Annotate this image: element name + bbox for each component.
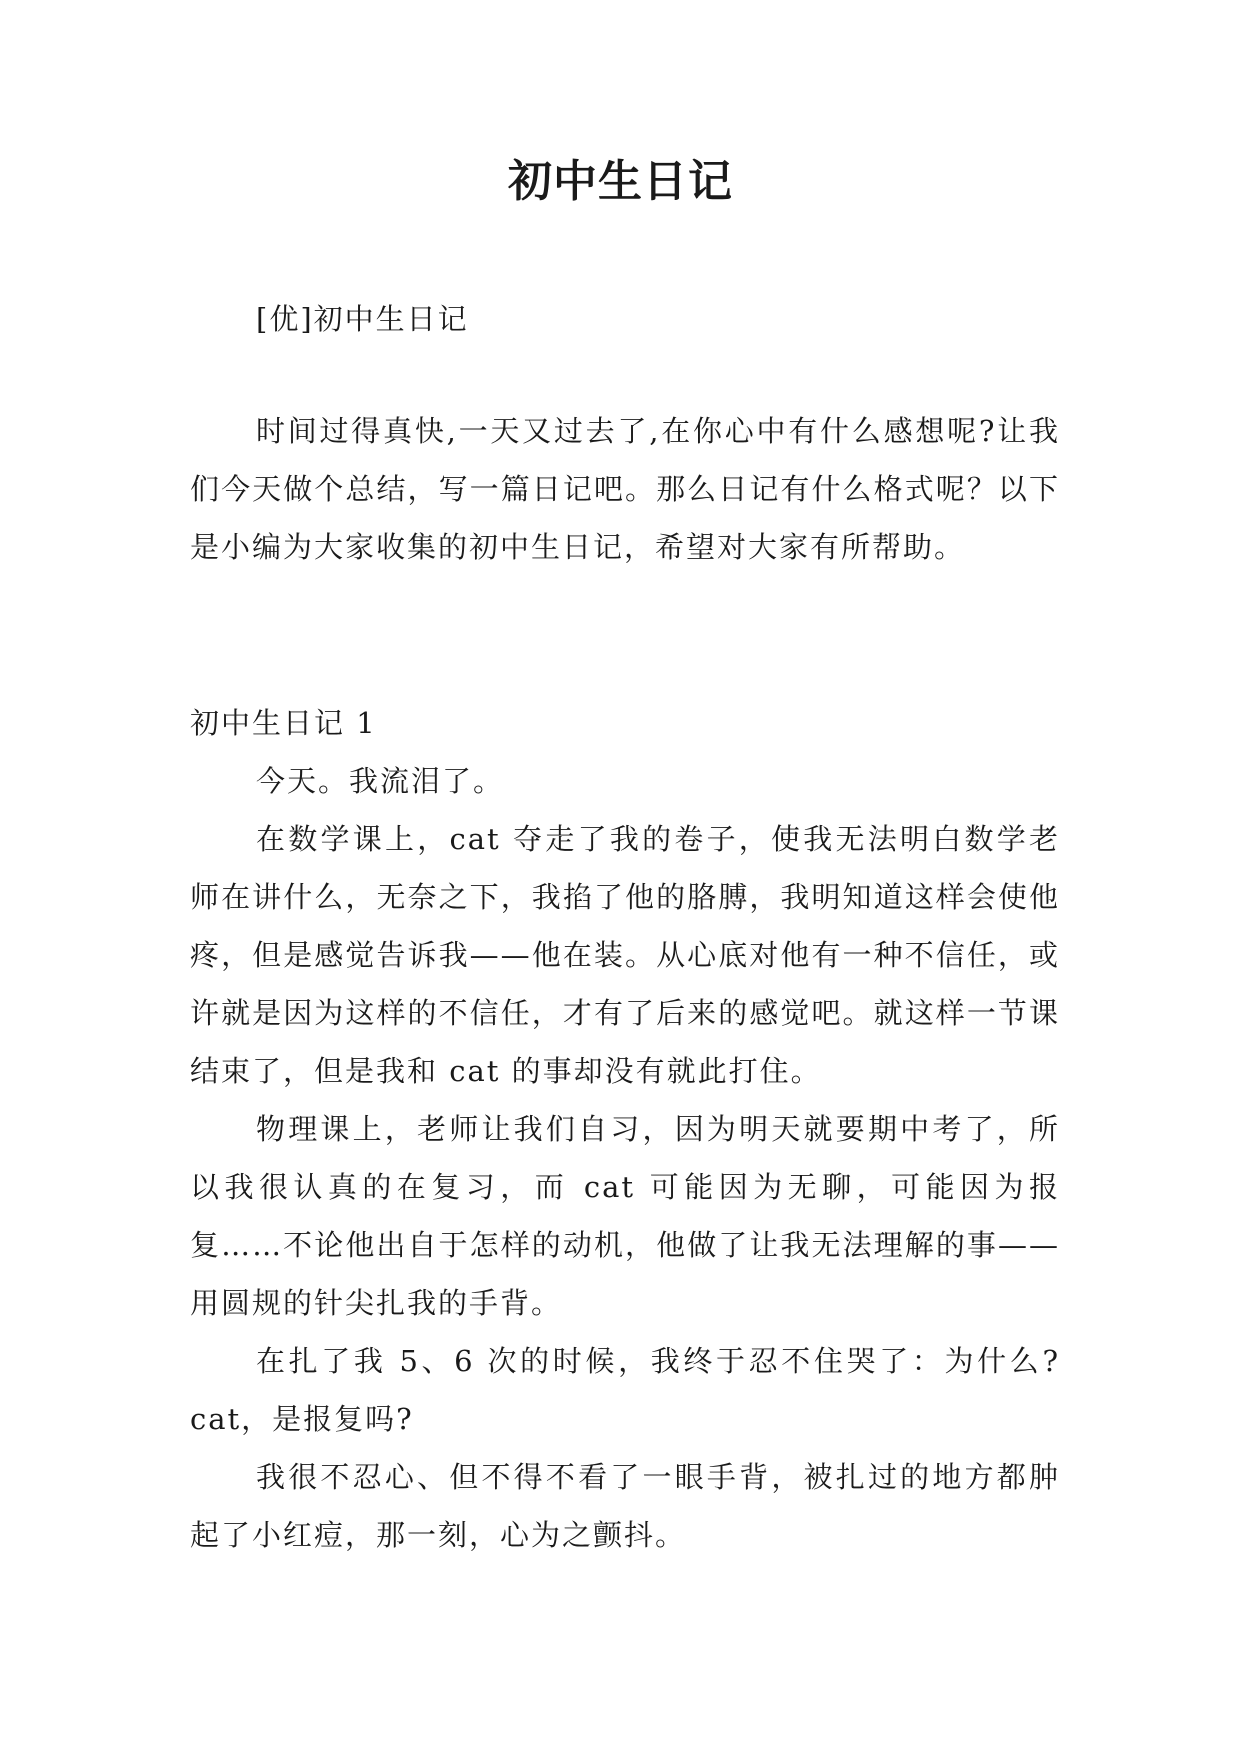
diary-paragraph: 物理课上，老师让我们自习，因为明天就要期中考了，所以我很认真的在复习，而 cat 可能因为无聊，可能因为报复……不论他出自于怎样的动机，他做了让我无法理解的事——用圆规的针尖扎我的手背。 <box>190 1112 1060 1320</box>
document-title: 初中生日记 <box>508 156 733 207</box>
section-heading: 初中生日记 1 <box>190 706 377 740</box>
diary-body <box>190 752 1060 1564</box>
diary-paragraph: 今天。我流泪了。 <box>256 764 505 798</box>
diary-paragraph: 在扎了我 5、6 次的时候，我终于忍不住哭了：为什么?cat，是报复吗? <box>190 1344 1060 1436</box>
diary-paragraph: 我很不忍心、但不得不看了一眼手背，被扎过的地方都肿起了小红痘，那一刻，心为之颤抖。 <box>190 1460 1060 1552</box>
diary-paragraph: 在数学课上，cat 夺走了我的卷子，使我无法明白数学老师在讲什么，无奈之下，我掐了他的胳膊，我明知道这样会使他疼，但是感觉告诉我——他在装。从心底对他有一种不信任，或许就是因为这样的不信任，才有了后来的感觉吧。就这样一节课结束了，但是我和 cat 的事却没有就此打住。 <box>190 822 1060 1088</box>
intro-paragraph: 时间过得真快,一天又过去了,在你心中有什么感想呢?让我们今天做个总结，写一篇日记吧。那么日记有什么格式呢？以下是小编为大家收集的初中生日记，希望对大家有所帮助。 <box>190 414 1060 564</box>
document-subtitle: [优]初中生日记 <box>256 302 469 336</box>
